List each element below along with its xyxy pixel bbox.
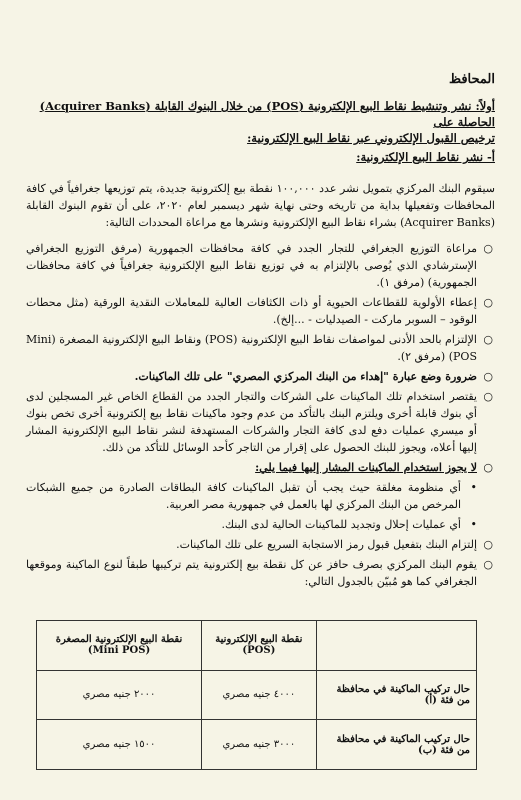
table-row (37, 670, 477, 720)
table-row (37, 720, 477, 770)
bullet-dot-icon: • (470, 518, 477, 531)
subsection-title: أ- نشر نقاط البيع الإلكترونية: (356, 150, 495, 164)
list-item: ○ إلتزام البنك بتفعيل قبول رمز الاستجابة السريع على تلك الماكينات. (176, 538, 493, 551)
bullet-icon: ○ (483, 538, 493, 551)
bullet-icon: ○ (483, 242, 493, 255)
sub-list-item: • أي عمليات إحلال وتجديد للماكينات الحالية لدى البنك. (221, 518, 477, 531)
section-title (26, 98, 495, 146)
list-item: ○ الإلتزام بالحد الأدنى لمواصفات نقاط البيع الإلكترونية (POS) ونقاط البيع الإلكترونية المصغرة (Mini POS) (مرفق ٢). (26, 333, 493, 363)
bullet-icon: ○ (483, 461, 493, 474)
intro-paragraph: سيقوم البنك المركزي بتمويل نشر عدد ١٠٠,٠٠٠ نقطة بيع إلكترونية جديدة، يتم توزيعها جغرافياً في كافة المحافظات وتفعيلها بداية من تاريخه وحتى نهاية شهر ديسمبر لعام ٢٠٢٠، على أن تقوم البنوك القابلة (Acquirer Banks) بشراء نقاط البيع الإلكترونية ونشرها مع مراعاة المحددات التالية: (26, 182, 495, 229)
bullet-icon: ○ (483, 333, 493, 346)
list-item: ○ يقتصر استخدام تلك الماكينات على الشركات والتجار الجدد من القطاع الخاص غير المسجلين لدى أي بنوك قابلة أخرى ويلتزم البنك بالتأكد من عدم وجود ماكينات نقاط بيع إلكترونية أخرى تخص بنوك أو ميسري عمليات دفع لدى كافة التجار والشركات المستهدفة لنشر نقاط البيع الإلكترونية المشار إليها أعلاه، ويجوز للبنك الحصول على إقرار من التاجر كأحد الوسائل للتأكد من ذلك. (26, 390, 493, 454)
table-cell: ٤٠٠٠ جنيه مصري (202, 670, 317, 720)
table-cell: ٣٠٠٠ جنيه مصري (202, 720, 317, 770)
bullet-dot-icon: • (470, 481, 477, 494)
bullet-icon: ○ (483, 390, 493, 403)
section-title-line2: ترخيص القبول الإلكتروني عبر نقاط البيع الإلكترونية: (247, 131, 495, 145)
table-cell: ٢٠٠٠ جنيه مصري (37, 670, 202, 720)
bullet-icon: ○ (483, 558, 493, 571)
sub-list-item: • أي منظومة مغلقة حيث يجب أن تقبل الماكينات كافة البطاقات الصادرة من جميع الشبكات المرخص من البنك المركزي لها بالعمل في جمهورية مصر العربية. (26, 481, 477, 511)
table-cell: حال تركيب الماكينة في محافظة من فئة (ب) (316, 720, 476, 770)
list-item: ○ مراعاة التوزيع الجغرافي للتجار الجدد في كافة محافظات الجمهورية (مرفق التوزيع الجغرافي الإسترشادي الذي يُوصى بالإلتزام به في توزيع نقاط البيع الإلكترونية جغرافياً في كافة محافظات الجمهورية) (مرفق ١). (26, 242, 493, 289)
list-item: ○ لا يجوز استخدام الماكينات المشار إليها فيما يلي: (255, 461, 493, 474)
page-header-title: المحافظ (449, 72, 495, 87)
incentive-table (36, 620, 477, 770)
bullet-icon: ○ (483, 296, 493, 309)
list-item: ○ ضرورة وضع عبارة "إهداء من البنك المركزي المصري" على تلك الماكينات. (134, 370, 493, 383)
list-item: ○ إعطاء الأولوية للقطاعات الحيوية أو ذات الكثافات العالية للمعاملات النقدية الورقية (مثل محطات الوقود – السوبر ماركت - الصيدليات - ...إلخ). (26, 296, 493, 326)
table-header-pos: نقطة البيع الإلكترونية (POS) (202, 621, 317, 671)
table-cell: ١٥٠٠ جنيه مصري (37, 720, 202, 770)
table-header-row (37, 621, 477, 671)
table-header-mini-pos: نقطة البيع الإلكترونية المصغرة (Mini POS) (37, 621, 202, 671)
list-item: ○ يقوم البنك المركزي بصرف حافز عن كل نقطة بيع إلكترونية يتم تركيبها طبقاً لنوع الماكينة وموقعها الجغرافي كما هو مُبيّن بالجدول التالي: (26, 558, 493, 588)
requirements-list (26, 240, 495, 593)
section-title-line1: أولاً: نشر وتنشيط نقاط البيع الإلكترونية (POS) من خلال البنوك القابلة (Acquirer Banks) الحاصلة على (39, 99, 495, 129)
table-header-empty (316, 621, 476, 671)
table-cell: حال تركيب الماكينة في محافظة من فئة (أ) (316, 670, 476, 720)
bullet-icon: ○ (483, 370, 493, 383)
